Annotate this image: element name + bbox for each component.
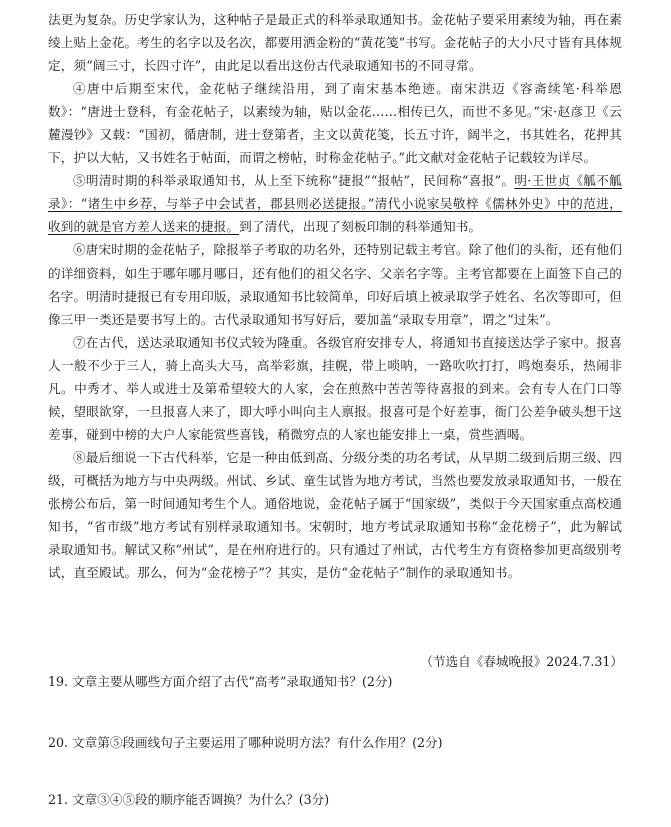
paragraph-3-continued: 法更为复杂。历史学家认为，这种帖子是最正式的科举录取通知书。金花帖子要采用素绫为轴，再在素绫上贴上金花。考生的名字以及名次，都要用洒金粉的“黄花笺”书写。金花帖子的大小尺寸皆有具体规定，须“阔三寸，长四寸许”，由此足以看出这份古代录取通知书的不同寻常。 — [48, 12, 622, 74]
underlined-sentence: 明·王世贞《觚不觚录》：“诸生中乡荐，与举子中会试者，郡县则必送捷报。”清代小说家吴敬梓《儒林外史》中的范进，收到的就是官方差人送来的捷报。 — [48, 173, 622, 235]
paragraph-6: ⑥唐宋时期的金花帖子，除报举子考取的功名外，还特别记载主考官。除了他们的头衔，还有他们的详细资料，如生于哪年哪月哪日，还有他们的祖父名字、父亲名字等。主考官都要在上面签下自己的名字。明清时捷报已有专用印版，录取通知书比较简单，印好后填上被录取学子姓名、名次等即可，但像三甲一类还是要书写上的。古代录取通知书写好后，要加盖“录取专用章”，谓之“过朱”。 — [48, 242, 622, 327]
question-20: 20. 文章第⑤段画线句子主要运用了哪种说明方法？有什么作用？(2分) — [48, 735, 443, 750]
paragraph-4: ④唐中后期至宋代，金花帖子继续沿用，到了南宋基本绝迹。南宋洪迈《容斋续笔·科举恩数》：“唐进士登科，有金花帖子，以素绫为轴，贴以金花……相传已久，而世不多见。”宋·赵彦卫《云麓漫钞》又载：“国初，循唐制，进士登第者，主文以黄花笺，长五寸许，阔半之，书其姓名，花押其下，护以大帖，又书姓名于帖面，而谓之榜帖，时称金花帖子。”此文献对金花帖子记载较为详尽。 — [48, 81, 622, 166]
paragraph-5 — [48, 169, 622, 238]
paragraph-7: ⑦在古代，送达录取通知书仪式较为隆重。各级官府安排专人，将通知书直接送达学子家中。报喜人一般不少于三人，骑上高头大马，高举彩旗，挂幌，带上唢呐，一路吹吹打打，鸣炮奏乐，热闹非凡。中秀才、举人或进士及第希望较大的人家，会在煎熬中苦苦等待喜报的到来。会有专人在门口等候，望眼欲穿，一旦报喜人来了，即大呼小叫向主人禀报。报喜可是个好差事，衙门公差争破头想干这差事，碰到中榜的大户人家能赏些喜钱，稍微穷点的人家也能安排上一桌，赏些酒喝。 — [48, 334, 622, 442]
question-19: 19. 文章主要从哪些方面介绍了古代“高考”录取通知书？(2分) — [48, 674, 393, 689]
paragraph-5-lead: ⑤明清时期的科举录取通知书，从上至下统称“捷报”“报帖”，民间称“喜报”。 — [73, 173, 515, 189]
question-21: 21. 文章③④⑤段的顺序能否调换？为什么？(3分) — [48, 792, 330, 807]
reading-passage — [48, 8, 622, 584]
source-citation: （节选自《春城晚报》2024.7.31） — [420, 654, 623, 669]
paragraph-5-tail: 到了清代，出现了刻板印制的科举通知书。 — [239, 219, 482, 235]
paragraph-8: ⑧最后细说一下古代科举，它是一种由低到高、分级分类的功名考试，从早期二级到后期三级、四级，可概括为地方与中央两级。州试、乡试、童生试皆为地方考试，当然也要发放录取通知书，一般在张榜公布后，第一时间通知考生个人。通俗地说，金花帖子属于“国家级”，类似于今天国家重点高校通知书，“省市级”地方考试有别样录取通知书。宋朝时，地方考试录取通知书称“金花榜子”，此为解试录取通知书。解试又称“州试”，是在州府进行的。只有通过了州试，古代考生方有资格参加更高级别考试，直至殿试。那么，何为“金花榜子”？其实，是仿“金花帖子”制作的录取通知书。 — [48, 449, 622, 581]
